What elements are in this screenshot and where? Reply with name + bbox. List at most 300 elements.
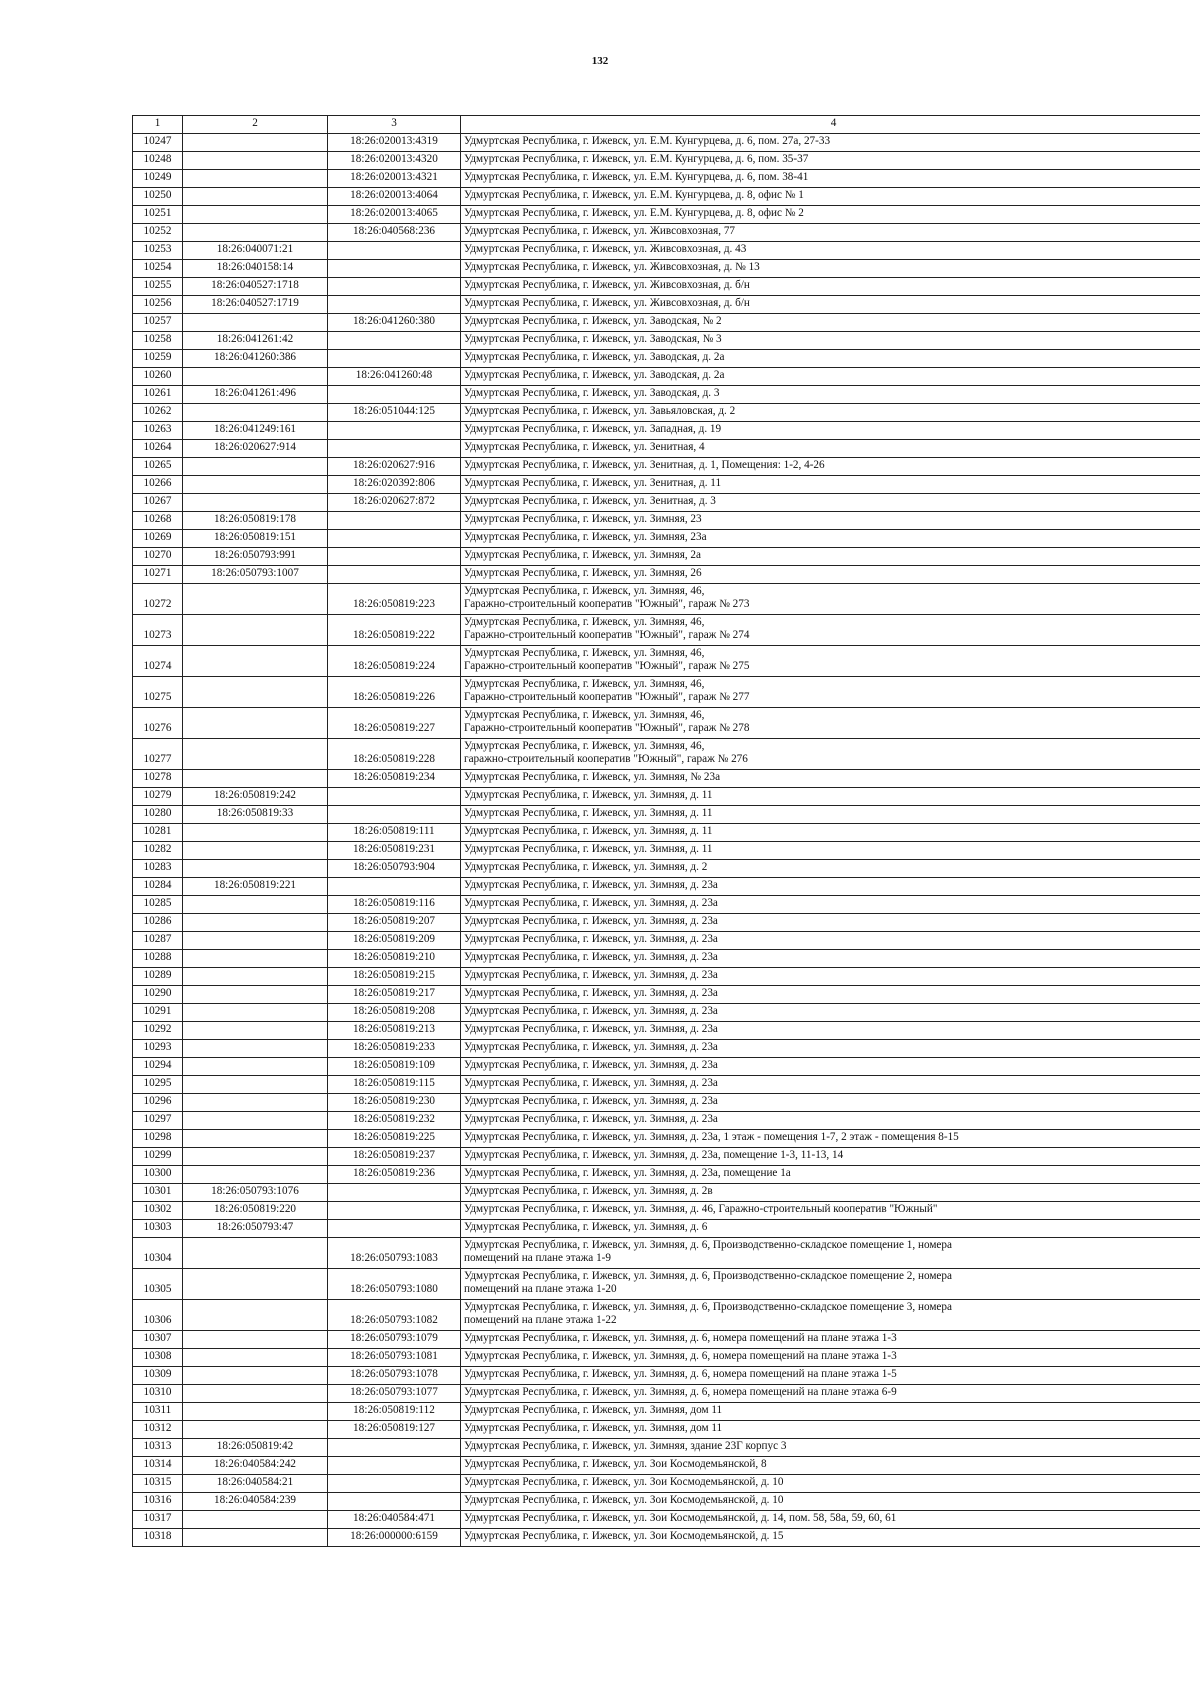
address-cell: [461, 914, 1200, 932]
row-number: 10256: [133, 296, 183, 314]
address-line: Удмуртская Республика, г. Ижевск, ул. Зои Космодемьянской, 8: [464, 1458, 767, 1470]
address-line: Удмуртская Республика, г. Ижевск, ул. Зенитная, 4: [464, 441, 705, 453]
table-row: [133, 566, 1200, 584]
address-line: Удмуртская Республика, г. Ижевск, ул. Зимняя, д. 23а: [464, 1023, 718, 1035]
table-row: [133, 968, 1200, 986]
cadastral-number-building: [328, 1184, 461, 1202]
address-cell: [461, 860, 1200, 878]
cadastral-number-building: 18:26:050819:224: [328, 646, 461, 677]
cadastral-number-building: 18:26:050819:112: [328, 1403, 461, 1421]
address-line: Гаражно-строительный кооператив "Южный", гараж № 273: [464, 598, 750, 610]
row-number: 10268: [133, 512, 183, 530]
address-cell: [461, 1349, 1200, 1367]
address-cell: [461, 1421, 1200, 1439]
address-line: Гаражно-строительный кооператив "Южный", гараж № 278: [464, 722, 750, 734]
address-line: Удмуртская Республика, г. Ижевск, ул. Зимняя, 46,: [464, 616, 705, 628]
table-row: [133, 134, 1200, 152]
table-row: [133, 440, 1200, 458]
table-row: [133, 476, 1200, 494]
cadastral-number-building: 18:26:050819:213: [328, 1022, 461, 1040]
cadastral-number-land: 18:26:050819:42: [183, 1439, 328, 1457]
cadastral-number-land: [183, 170, 328, 188]
cadastral-number-land: [183, 1238, 328, 1269]
cadastral-number-land: [183, 677, 328, 708]
address-cell: [461, 896, 1200, 914]
table-row: [133, 1058, 1200, 1076]
cadastral-number-building: [328, 530, 461, 548]
row-number: 10296: [133, 1094, 183, 1112]
row-number: 10316: [133, 1493, 183, 1511]
cadastral-number-building: [328, 260, 461, 278]
cadastral-number-land: [183, 986, 328, 1004]
address-cell: [461, 206, 1200, 224]
table-row: [133, 584, 1200, 615]
address-line: Удмуртская Республика, г. Ижевск, ул. Заводская, № 2: [464, 315, 722, 327]
cadastral-number-building: [328, 386, 461, 404]
cadastral-number-building: 18:26:020013:4320: [328, 152, 461, 170]
row-number: 10290: [133, 986, 183, 1004]
cadastral-number-land: [183, 770, 328, 788]
row-number: 10270: [133, 548, 183, 566]
table-row: [133, 1457, 1200, 1475]
cadastral-number-land: 18:26:050819:221: [183, 878, 328, 896]
row-number: 10257: [133, 314, 183, 332]
cadastral-number-building: 18:26:050819:111: [328, 824, 461, 842]
address-line: Удмуртская Республика, г. Ижевск, ул. Зимняя, д. 6, номера помещений на плане этажа 1-3: [464, 1350, 897, 1362]
table-row: [133, 242, 1200, 260]
address-line: Удмуртская Республика, г. Ижевск, ул. Зои Космодемьянской, д. 15: [464, 1530, 784, 1542]
table-header-row: [133, 116, 1200, 134]
cadastral-number-building: 18:26:050819:115: [328, 1076, 461, 1094]
row-number: 10275: [133, 677, 183, 708]
address-line: Удмуртская Республика, г. Ижевск, ул. Зимняя, д. 46, Гаражно-строительный кооператив "Южный": [464, 1203, 938, 1215]
address-line: Удмуртская Республика, г. Ижевск, ул. Завьяловская, д. 2: [464, 405, 736, 417]
table-row: [133, 615, 1200, 646]
row-number: 10311: [133, 1403, 183, 1421]
address-line: Удмуртская Республика, г. Ижевск, ул. Зимняя, здание 23Г корпус 3: [464, 1440, 787, 1452]
address-cell: [461, 1220, 1200, 1238]
cadastral-number-land: [183, 1166, 328, 1184]
address-cell: [461, 615, 1200, 646]
address-cell: [461, 1385, 1200, 1403]
address-cell: [461, 1511, 1200, 1529]
row-number: 10306: [133, 1300, 183, 1331]
cadastral-number-land: [183, 739, 328, 770]
cadastral-number-building: [328, 1475, 461, 1493]
cadastral-number-land: [183, 368, 328, 386]
cadastral-number-building: 18:26:050819:231: [328, 842, 461, 860]
row-number: 10303: [133, 1220, 183, 1238]
page-number: 132: [591, 55, 609, 67]
cadastral-number-building: 18:26:050819:226: [328, 677, 461, 708]
cadastral-number-building: 18:26:050793:1079: [328, 1331, 461, 1349]
address-line: Удмуртская Республика, г. Ижевск, ул. Живсовхозная, 77: [464, 225, 736, 237]
address-cell: [461, 332, 1200, 350]
address-cell: [461, 1269, 1200, 1300]
cadastral-number-land: [183, 860, 328, 878]
address-line: Удмуртская Республика, г. Ижевск, ул. Зимняя, д. 23а: [464, 987, 718, 999]
cadastral-number-land: 18:26:050819:242: [183, 788, 328, 806]
cadastral-number-land: [183, 1421, 328, 1439]
row-number: 10305: [133, 1269, 183, 1300]
address-line: Удмуртская Республика, г. Ижевск, ул. Зимняя, д. 23а: [464, 915, 718, 927]
cadastral-number-land: 18:26:050793:991: [183, 548, 328, 566]
cadastral-number-land: 18:26:050793:47: [183, 1220, 328, 1238]
table-row: [133, 188, 1200, 206]
cadastral-number-building: 18:26:050819:208: [328, 1004, 461, 1022]
row-number: 10315: [133, 1475, 183, 1493]
cadastral-number-land: [183, 476, 328, 494]
address-cell: [461, 1112, 1200, 1130]
row-number: 10307: [133, 1331, 183, 1349]
address-cell: [461, 824, 1200, 842]
cadastral-number-building: 18:26:020013:4321: [328, 170, 461, 188]
row-number: 10263: [133, 422, 183, 440]
row-number: 10253: [133, 242, 183, 260]
cadastral-number-land: [183, 1300, 328, 1331]
row-number: 10272: [133, 584, 183, 615]
table-row: [133, 386, 1200, 404]
address-line: Удмуртская Республика, г. Ижевск, ул. Зенитная, д. 1, Помещения: 1-2, 4-26: [464, 459, 825, 471]
address-line: Удмуртская Республика, г. Ижевск, ул. Зимняя, д. 23а: [464, 1077, 718, 1089]
cadastral-number-land: 18:26:041249:161: [183, 422, 328, 440]
address-line: Удмуртская Республика, г. Ижевск, ул. Зимняя, 46,: [464, 740, 705, 752]
address-line: Удмуртская Республика, г. Ижевск, ул. Зимняя, д. 23а: [464, 951, 718, 963]
row-number: 10298: [133, 1130, 183, 1148]
cadastral-number-building: [328, 1220, 461, 1238]
address-line: помещений на плане этажа 1-20: [464, 1283, 617, 1295]
table-row: [133, 260, 1200, 278]
table-row: [133, 206, 1200, 224]
address-line: Удмуртская Республика, г. Ижевск, ул. Зимняя, д. 11: [464, 843, 713, 855]
address-line: Удмуртская Республика, г. Ижевск, ул. Западная, д. 19: [464, 423, 722, 435]
cadastral-number-building: 18:26:050819:116: [328, 896, 461, 914]
address-line: Удмуртская Республика, г. Ижевск, ул. Зимняя, д. 11: [464, 789, 713, 801]
address-line: Удмуртская Республика, г. Ижевск, ул. Зимняя, д. 2: [464, 861, 708, 873]
cadastral-number-building: 18:26:051044:125: [328, 404, 461, 422]
cadastral-number-building: 18:26:041260:380: [328, 314, 461, 332]
address-cell: [461, 170, 1200, 188]
address-cell: [461, 1094, 1200, 1112]
table-row: [133, 1238, 1200, 1269]
address-line: Удмуртская Республика, г. Ижевск, ул. Зимняя, д. 23а: [464, 1041, 718, 1053]
table-row: [133, 806, 1200, 824]
table-row: [133, 1475, 1200, 1493]
cadastral-number-building: [328, 1457, 461, 1475]
table-row: [133, 1403, 1200, 1421]
cadastral-number-building: 18:26:050819:236: [328, 1166, 461, 1184]
address-line: Удмуртская Республика, г. Ижевск, ул. Е.М. Кунгурцева, д. 8, офис № 2: [464, 207, 804, 219]
table-row: [133, 1094, 1200, 1112]
cadastral-number-land: [183, 1331, 328, 1349]
address-cell: [461, 1493, 1200, 1511]
address-line: помещений на плане этажа 1-9: [464, 1252, 611, 1264]
address-cell: [461, 1238, 1200, 1269]
cadastral-number-building: 18:26:050819:233: [328, 1040, 461, 1058]
address-line: помещений на плане этажа 1-22: [464, 1314, 617, 1326]
table-row: [133, 1076, 1200, 1094]
address-line: Удмуртская Республика, г. Ижевск, ул. Зимняя, д. 6, Производственно-складское помещение 3, номера: [464, 1301, 952, 1313]
address-line: Удмуртская Республика, г. Ижевск, ул. Зимняя, д. 23а: [464, 1095, 718, 1107]
address-cell: [461, 458, 1200, 476]
cadastral-number-building: [328, 278, 461, 296]
table-row: [133, 860, 1200, 878]
address-cell: [461, 440, 1200, 458]
cadastral-number-building: [328, 566, 461, 584]
address-line: Удмуртская Республика, г. Ижевск, ул. Живсовхозная, д. № 13: [464, 261, 760, 273]
row-number: 10255: [133, 278, 183, 296]
row-number: 10252: [133, 224, 183, 242]
cadastral-number-building: 18:26:050819:209: [328, 932, 461, 950]
address-cell: [461, 404, 1200, 422]
address-cell: [461, 224, 1200, 242]
cadastral-number-land: 18:26:040584:242: [183, 1457, 328, 1475]
cadastral-number-building: [328, 788, 461, 806]
row-number: 10302: [133, 1202, 183, 1220]
table-row: [133, 1385, 1200, 1403]
table-row: [133, 1300, 1200, 1331]
table-row: [133, 170, 1200, 188]
address-line: Удмуртская Республика, г. Ижевск, ул. Заводская, д. 3: [464, 387, 720, 399]
address-line: Удмуртская Республика, г. Ижевск, ул. Зимняя, дом 11: [464, 1422, 723, 1434]
address-cell: [461, 152, 1200, 170]
address-cell: [461, 1367, 1200, 1385]
cadastral-number-building: 18:26:050819:230: [328, 1094, 461, 1112]
cadastral-number-land: 18:26:050819:220: [183, 1202, 328, 1220]
table-row: [133, 1349, 1200, 1367]
table-row: [133, 1004, 1200, 1022]
address-line: Гаражно-строительный кооператив "Южный", гараж № 275: [464, 660, 750, 672]
cadastral-number-building: [328, 1493, 461, 1511]
cadastral-number-land: [183, 1529, 328, 1547]
address-line: Удмуртская Республика, г. Ижевск, ул. Зимняя, д. 23а, помещение 1а: [464, 1167, 791, 1179]
address-cell: [461, 134, 1200, 152]
table-row: [133, 1202, 1200, 1220]
address-line: Удмуртская Республика, г. Ижевск, ул. Зимняя, № 23а: [464, 771, 721, 783]
row-number: 10300: [133, 1166, 183, 1184]
cadastral-number-land: [183, 224, 328, 242]
table-row: [133, 770, 1200, 788]
cadastral-number-land: 18:26:040584:21: [183, 1475, 328, 1493]
address-cell: [461, 1403, 1200, 1421]
address-line: Удмуртская Республика, г. Ижевск, ул. Зимняя, д. 6, Производственно-складское помещение 2, номера: [464, 1270, 952, 1282]
address-cell: [461, 646, 1200, 677]
cadastral-number-building: [328, 296, 461, 314]
address-line: Удмуртская Республика, г. Ижевск, ул. Живсовхозная, д. б/н: [464, 297, 750, 309]
row-number: 10292: [133, 1022, 183, 1040]
address-cell: [461, 806, 1200, 824]
address-line: Удмуртская Республика, г. Ижевск, ул. Зимняя, 2а: [464, 549, 701, 561]
address-cell: [461, 242, 1200, 260]
cadastral-number-building: 18:26:050793:1081: [328, 1349, 461, 1367]
cadastral-number-land: 18:26:020627:914: [183, 440, 328, 458]
cadastral-number-land: [183, 188, 328, 206]
cadastral-number-land: [183, 914, 328, 932]
table-row: [133, 1493, 1200, 1511]
address-cell: [461, 968, 1200, 986]
address-cell: [461, 1130, 1200, 1148]
address-line: Удмуртская Республика, г. Ижевск, ул. Зимняя, дом 11: [464, 1404, 723, 1416]
address-line: Удмуртская Республика, г. Ижевск, ул. Зенитная, д. 11: [464, 477, 722, 489]
cadastral-number-land: [183, 458, 328, 476]
cadastral-number-building: [328, 242, 461, 260]
cadastral-number-building: [328, 1202, 461, 1220]
address-line: Удмуртская Республика, г. Ижевск, ул. Зимняя, д. 6, номера помещений на плане этажа 1-5: [464, 1368, 897, 1380]
cadastral-number-building: 18:26:050793:1077: [328, 1385, 461, 1403]
address-line: Удмуртская Республика, г. Ижевск, ул. Зимняя, д. 23а: [464, 1059, 718, 1071]
cadastral-number-building: [328, 878, 461, 896]
table-row: [133, 152, 1200, 170]
address-line: Удмуртская Республика, г. Ижевск, ул. Заводская, д. 2а: [464, 351, 725, 363]
row-number: 10266: [133, 476, 183, 494]
address-line: Удмуртская Республика, г. Ижевск, ул. Зимняя, 46,: [464, 709, 705, 721]
address-cell: [461, 188, 1200, 206]
row-number: 10281: [133, 824, 183, 842]
table-row: [133, 739, 1200, 770]
address-line: Удмуртская Республика, г. Ижевск, ул. Зимняя, д. 6: [464, 1221, 708, 1233]
cadastral-number-building: [328, 350, 461, 368]
cadastral-number-land: 18:26:050819:151: [183, 530, 328, 548]
cadastral-number-building: 18:26:050819:227: [328, 708, 461, 739]
row-number: 10254: [133, 260, 183, 278]
table-row: [133, 914, 1200, 932]
row-number: 10286: [133, 914, 183, 932]
cadastral-number-land: [183, 708, 328, 739]
cadastral-number-land: [183, 932, 328, 950]
row-number: 10258: [133, 332, 183, 350]
row-number: 10284: [133, 878, 183, 896]
table-row: [133, 1220, 1200, 1238]
table-row: [133, 332, 1200, 350]
cadastral-number-land: [183, 1349, 328, 1367]
cadastral-number-land: [183, 1058, 328, 1076]
cadastral-number-building: 18:26:050819:228: [328, 739, 461, 770]
cadastral-number-building: 18:26:050819:225: [328, 1130, 461, 1148]
table-row: [133, 1421, 1200, 1439]
cadastral-number-land: 18:26:050793:1076: [183, 1184, 328, 1202]
row-number: 10295: [133, 1076, 183, 1094]
cadastral-number-land: [183, 494, 328, 512]
cadastral-number-building: 18:26:050819:127: [328, 1421, 461, 1439]
row-number: 10269: [133, 530, 183, 548]
address-cell: [461, 739, 1200, 770]
address-cell: [461, 770, 1200, 788]
table-row: [133, 1022, 1200, 1040]
row-number: 10294: [133, 1058, 183, 1076]
row-number: 10317: [133, 1511, 183, 1529]
cadastral-number-land: [183, 206, 328, 224]
row-number: 10304: [133, 1238, 183, 1269]
row-number: 10313: [133, 1439, 183, 1457]
row-number: 10264: [133, 440, 183, 458]
address-line: Удмуртская Республика, г. Ижевск, ул. Зимняя, д. 23а: [464, 897, 718, 909]
row-number: 10318: [133, 1529, 183, 1547]
address-cell: [461, 1529, 1200, 1547]
table-row: [133, 1112, 1200, 1130]
table-body: [133, 134, 1200, 1547]
cadastral-number-building: [328, 806, 461, 824]
address-line: Удмуртская Республика, г. Ижевск, ул. Заводская, № 3: [464, 333, 722, 345]
address-line: Удмуртская Республика, г. Ижевск, ул. Зои Космодемьянской, д. 10: [464, 1494, 784, 1506]
table-row: [133, 224, 1200, 242]
address-line: Удмуртская Республика, г. Ижевск, ул. Е.М. Кунгурцева, д. 6, пом. 27а, 27-33: [464, 135, 831, 147]
address-line: Удмуртская Республика, г. Ижевск, ул. Зимняя, д. 23а: [464, 1113, 718, 1125]
cadastral-number-land: 18:26:041260:386: [183, 350, 328, 368]
cadastral-number-building: 18:26:020627:872: [328, 494, 461, 512]
table-row: [133, 677, 1200, 708]
cadastral-number-building: 18:26:050819:223: [328, 584, 461, 615]
cadastral-number-land: [183, 1040, 328, 1058]
row-number: 10291: [133, 1004, 183, 1022]
table-row: [133, 1331, 1200, 1349]
row-number: 10276: [133, 708, 183, 739]
table-row: [133, 350, 1200, 368]
address-line: Удмуртская Республика, г. Ижевск, ул. Зимняя, д. 6, Производственно-складское помещение 1, номера: [464, 1239, 952, 1251]
cadastral-number-land: [183, 1130, 328, 1148]
cadastral-number-land: [183, 152, 328, 170]
address-line: Удмуртская Республика, г. Ижевск, ул. Зимняя, 23а: [464, 531, 707, 543]
table-row: [133, 788, 1200, 806]
cadastral-number-building: 18:26:000000:6159: [328, 1529, 461, 1547]
table-row: [133, 1040, 1200, 1058]
row-number: 10285: [133, 896, 183, 914]
address-line: Удмуртская Республика, г. Ижевск, ул. Зимняя, д. 23а: [464, 933, 718, 945]
address-cell: [461, 1475, 1200, 1493]
address-cell: [461, 1058, 1200, 1076]
table-row: [133, 896, 1200, 914]
cadastral-number-land: 18:26:040527:1718: [183, 278, 328, 296]
address-line: Удмуртская Республика, г. Ижевск, ул. Зимняя, д. 23а: [464, 969, 718, 981]
row-number: 10289: [133, 968, 183, 986]
table-row: [133, 1269, 1200, 1300]
cadastral-number-building: 18:26:050819:109: [328, 1058, 461, 1076]
address-cell: [461, 530, 1200, 548]
address-cell: [461, 584, 1200, 615]
cadastral-number-land: [183, 314, 328, 332]
address-line: Удмуртская Республика, г. Ижевск, ул. Зимняя, д. 11: [464, 807, 713, 819]
address-line: Удмуртская Республика, г. Ижевск, ул. Зои Космодемьянской, д. 10: [464, 1476, 784, 1488]
cadastral-number-building: 18:26:020627:916: [328, 458, 461, 476]
row-number: 10277: [133, 739, 183, 770]
address-line: Удмуртская Республика, г. Ижевск, ул. Зимняя, д. 23а: [464, 879, 718, 891]
address-line: Удмуртская Республика, г. Ижевск, ул. Живсовхозная, д. 43: [464, 243, 747, 255]
cadastral-number-land: 18:26:041261:496: [183, 386, 328, 404]
address-line: Удмуртская Республика, г. Ижевск, ул. Зимняя, д. 23а, 1 этаж - помещения 1-7, 2 этаж - помещения 8-15: [464, 1131, 959, 1143]
cadastral-number-building: 18:26:041260:48: [328, 368, 461, 386]
address-cell: [461, 1331, 1200, 1349]
address-cell: [461, 422, 1200, 440]
cadastral-number-building: [328, 332, 461, 350]
address-line: Удмуртская Республика, г. Ижевск, ул. Зенитная, д. 3: [464, 495, 716, 507]
cadastral-number-building: 18:26:050793:1080: [328, 1269, 461, 1300]
cadastral-number-building: 18:26:020392:806: [328, 476, 461, 494]
table-row: [133, 986, 1200, 1004]
address-line: Удмуртская Республика, г. Ижевск, ул. Е.М. Кунгурцева, д. 8, офис № 1: [464, 189, 804, 201]
address-line: Удмуртская Республика, г. Ижевск, ул. Зимняя, д. 6, номера помещений на плане этажа 6-9: [464, 1386, 897, 1398]
cadastral-number-building: 18:26:050793:1078: [328, 1367, 461, 1385]
address-cell: [461, 708, 1200, 739]
row-number: 10280: [133, 806, 183, 824]
row-number: 10250: [133, 188, 183, 206]
row-number: 10251: [133, 206, 183, 224]
address-cell: [461, 878, 1200, 896]
row-number: 10260: [133, 368, 183, 386]
address-cell: [461, 476, 1200, 494]
table-row: [133, 1367, 1200, 1385]
row-number: 10248: [133, 152, 183, 170]
table-row: [133, 422, 1200, 440]
table-row: [133, 842, 1200, 860]
